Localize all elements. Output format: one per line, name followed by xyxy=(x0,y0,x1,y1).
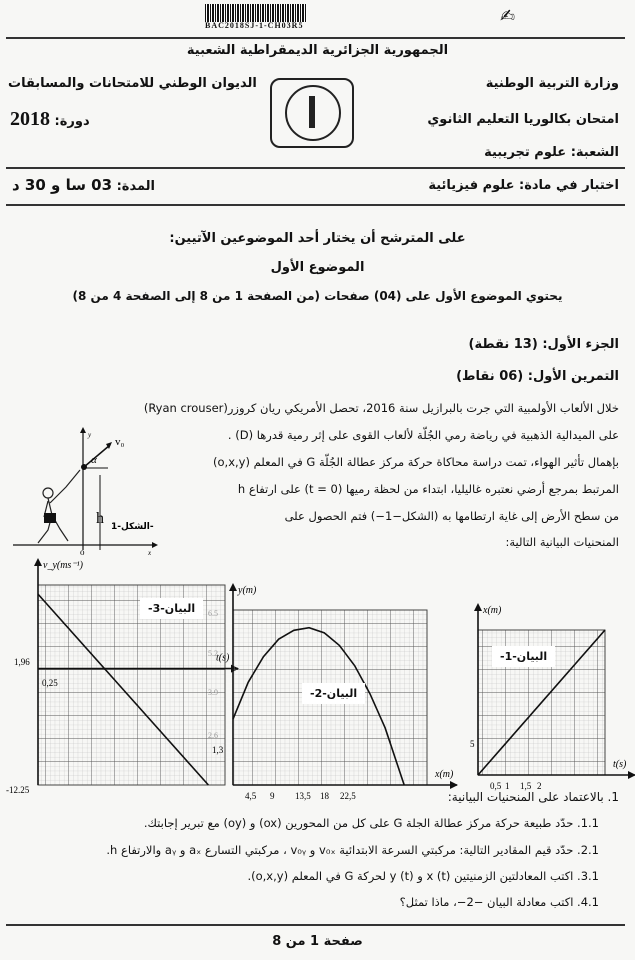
chart-1-tick-x: 2 xyxy=(537,781,542,791)
office: الديوان الوطني للامتحانات والمسابقات xyxy=(8,76,257,91)
country-title: الجمهورية الجزائرية الديمقراطية الشعبية xyxy=(186,43,449,58)
chart-2-tick-x: 4,5 xyxy=(245,791,257,801)
chart-2-tick-y: 1,3 xyxy=(212,745,224,755)
chart-3-x-label: t(s) xyxy=(216,652,230,664)
paragraph-line: على الميدالية الذهبية في رياضة رمي الجُلّة لألعاب القوى على إثر رمية قدرها (D) . xyxy=(227,428,619,442)
page-number: صفحة 1 من 8 xyxy=(272,934,363,949)
chart-2-x-label: x(m) xyxy=(435,769,454,780)
chart-2-tick-x: 13,5 xyxy=(295,791,311,801)
choose-instruction: على المترشح أن يختار أحد الموضوعين الآتيين: xyxy=(169,231,466,246)
duration xyxy=(12,176,155,194)
chart-1-tick-y: 5 xyxy=(470,739,475,749)
chart-3-y-arrow xyxy=(34,558,42,566)
figure-caption: الشكل-1- xyxy=(111,522,154,532)
divider xyxy=(6,924,625,926)
chart-2-x-arrow xyxy=(450,781,458,789)
branch: الشعبة: علوم تجريبية xyxy=(484,145,619,160)
y-axis-label: y xyxy=(88,431,92,439)
onec-logo xyxy=(270,78,354,148)
chart-1-tick-x: 1,5 xyxy=(520,781,532,791)
exam-title: امتحان بكالوريا التعليم الثانوي xyxy=(427,112,619,127)
session xyxy=(10,108,90,131)
paragraph-line: المنحنيات البيانية التالية: xyxy=(505,535,619,549)
question-1-4: 4.1. اكتب معادلة البيان −2−، ماذا تمثل؟ xyxy=(399,895,599,909)
duration-label: المدة: xyxy=(116,179,156,194)
divider xyxy=(6,167,625,169)
x-axis-label: x xyxy=(148,549,152,555)
session-year: 2018 xyxy=(10,108,50,130)
chart-1-tick-x: 1 xyxy=(505,781,510,791)
angle-label: α xyxy=(91,454,97,466)
barcode-text: BAC2018SJ-1-CH03R5 xyxy=(205,21,304,30)
chart-3-tick-y: -12.25 xyxy=(6,785,30,795)
paragraph-line: المرتبط بمرجع أرضي نعتبره غاليليا، ابتداء من لحظة رميها (t = 0) على ارتفاع h xyxy=(237,482,619,496)
charts-area xyxy=(0,555,635,805)
chart-1-tick-x: 0,5 xyxy=(490,781,502,791)
topic-pages: يحتوي الموضوع الأول على (04) صفحات (من الصفحة 1 من 8 إلى الصفحة 4 من 8) xyxy=(72,289,563,303)
session-label: دورة: xyxy=(54,114,90,129)
chart-2-title: البيان-2- xyxy=(302,683,365,704)
barcode xyxy=(205,4,307,22)
topic-title: الموضوع الأول xyxy=(270,260,365,275)
chart-2-y-label: y(m) xyxy=(238,585,257,596)
chart-2-handwritten-tick: 5.2 xyxy=(208,649,218,658)
exercise-title: التمرين الأول: (06 نقاط) xyxy=(456,369,619,384)
duration-value: 03 سا و 30 د xyxy=(12,176,113,194)
question-1: 1. بالاعتماد على المنحنيات البيانية: xyxy=(447,790,619,804)
divider xyxy=(6,37,625,39)
chart-3-title: البيان-3- xyxy=(140,598,203,619)
chart-2-tick-x: 22,5 xyxy=(340,791,356,801)
chart-3-tick-x: 0,25 xyxy=(42,678,58,688)
chart-3-tick-y: 1,96 xyxy=(14,657,30,667)
ministry: وزارة التربية الوطنية xyxy=(485,76,619,91)
figure-1-thrower xyxy=(8,425,158,555)
chart-2-y-arrow xyxy=(229,583,237,591)
pen-icon: ✍ xyxy=(500,6,516,27)
chart-2-handwritten-tick: 2.6 xyxy=(208,731,218,740)
question-1-2: 2.1. حدّد قيم المقادير التالية: مركبتي السرعة الابتدائية v₀ₓ و v₀ᵧ ، مركبتي التسارع aₓ و aᵧ والارتفاع h. xyxy=(106,843,599,857)
chart-1-x-arrow xyxy=(628,771,635,779)
origin-label: o xyxy=(80,547,85,555)
chart-2-handwritten-tick: 6.5 xyxy=(208,609,218,618)
paragraph-line: من سطح الأرض إلى غاية ارتطامها به (الشكل−1−) فتم الحصول على xyxy=(284,509,619,523)
chart-2-tick-x: 18 xyxy=(320,791,329,801)
subject: اختبار في مادة: علوم فيزيائية xyxy=(428,178,619,193)
chart-3-y-label: v_y(ms⁻¹) xyxy=(43,560,83,571)
question-1-3: 3.1. اكتب المعادلتين الزمنيتين x (t) و y (t) لحركة G في المعلم (o,x,y). xyxy=(247,869,599,883)
chart-2-tick-x: 9 xyxy=(270,791,275,801)
chart-1-title: البيان-1- xyxy=(492,646,555,667)
velocity-label: v₀ xyxy=(115,436,125,448)
question-1-1: 1.1. حدّد طبيعة حركة مركز عطالة الجلة G على كل من المحورين (ox) و (oy) مع تبرير إجابتك. xyxy=(143,816,599,830)
part-title: الجزء الأول: (13 نقطة) xyxy=(468,337,619,352)
chart-1-y-label: x(m) xyxy=(483,605,502,616)
height-label: h xyxy=(96,510,104,527)
chart-1-x-label: t(s) xyxy=(613,759,627,770)
divider xyxy=(6,204,625,206)
chart-2-handwritten-tick: 3.9 xyxy=(208,688,218,697)
chart-1-y-arrow xyxy=(474,603,482,611)
paragraph-line: خلال الألعاب الأولمبية التي جرت بالبرازيل سنة 2016، تحصل الأمريكي ريان كروزر(Ryan crouser) xyxy=(143,401,619,415)
paragraph-line: بإهمال تأثير الهواء، تمت دراسة محاكاة حركة مركز عطالة الجُلّة G في المعلم (o,x,y) xyxy=(213,455,619,469)
